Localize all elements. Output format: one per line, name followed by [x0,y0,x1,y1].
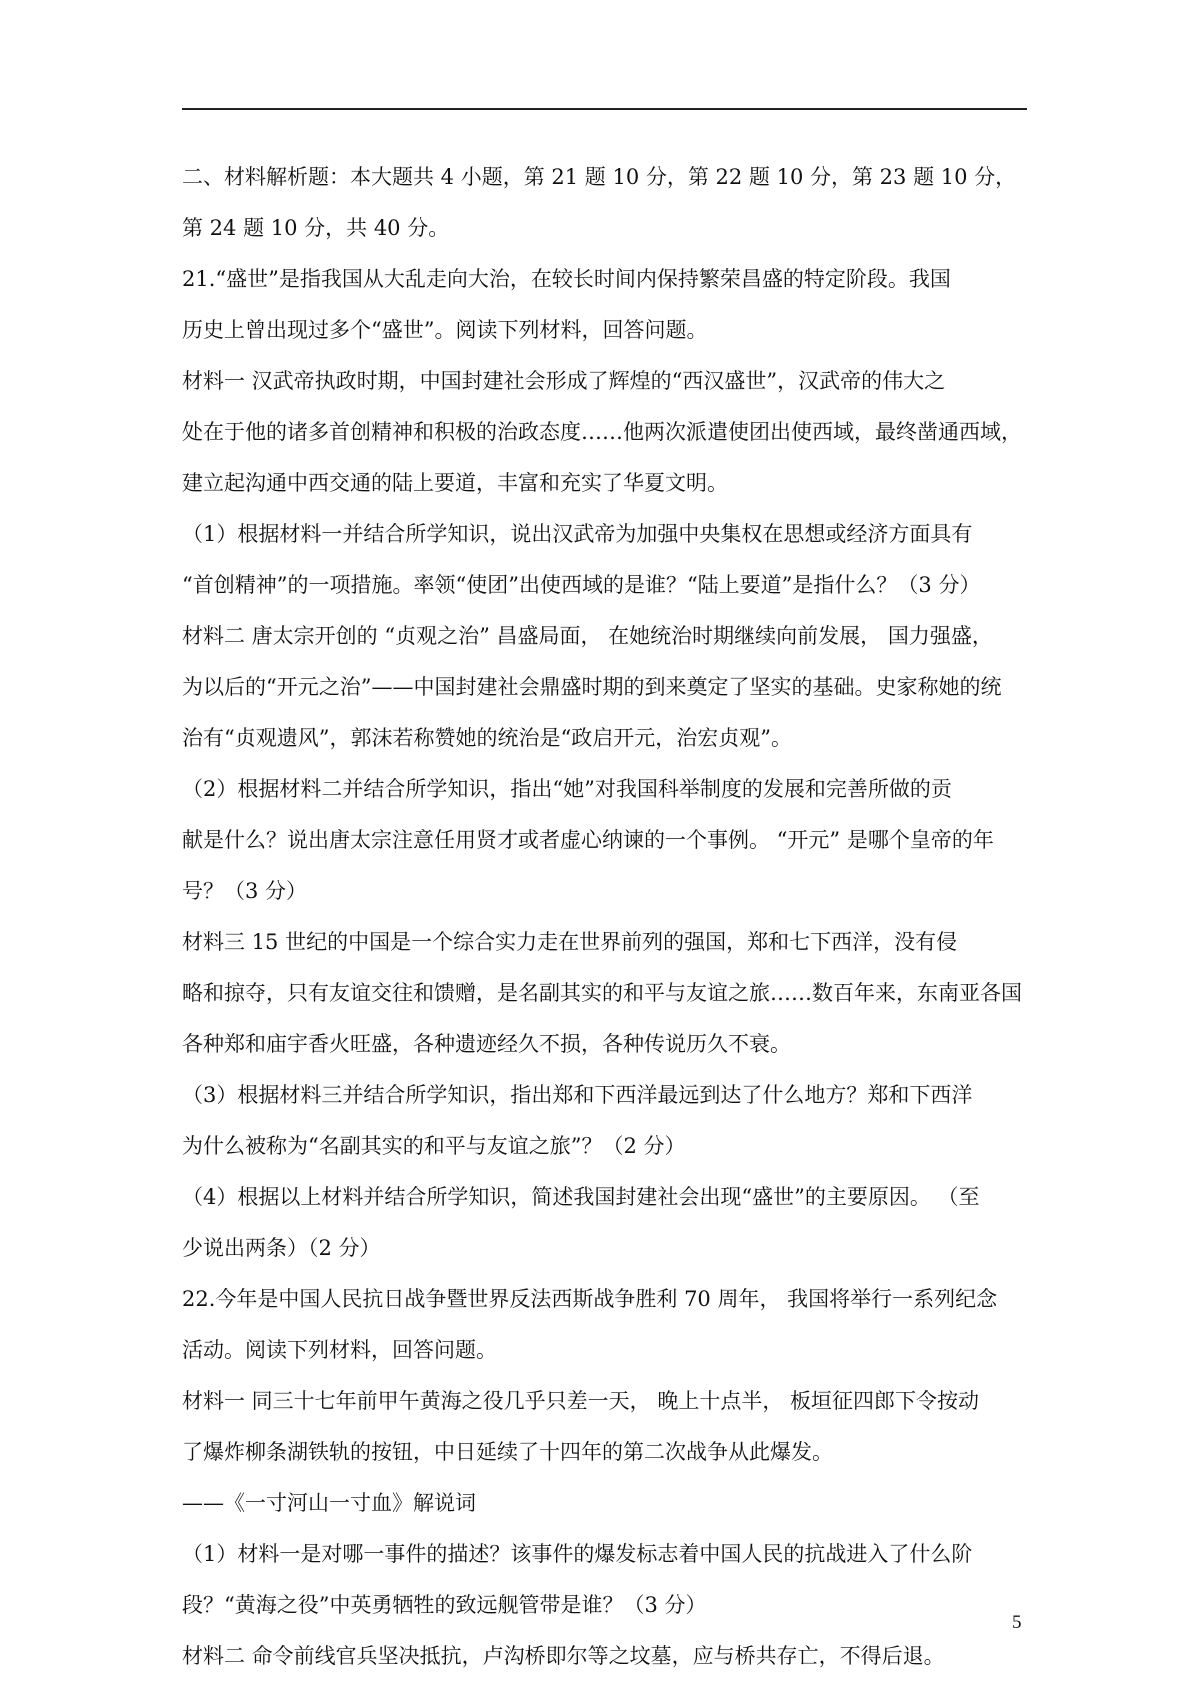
question-21-4: （4）根据以上材料并结合所学知识，简述我国封建社会出现“盛世”的主要原因。 （至 [182,1185,980,1209]
material-2-text: 为以后的“开元之治”——中国封建社会鼎盛时期的到来奠定了坚实的基础。史家称她的统 [182,675,1002,699]
material-3-text: 各种郑和庙宇香火旺盛，各种遗迹经久不损，各种传说历久不衰。 [182,1032,791,1056]
question-21-1-continued: “首创精神”的一项措施。率领“使团”出使西域的是谁？“陆上要道”是指什么？（3 分） [182,573,981,597]
page-number: 5 [1012,1612,1022,1633]
question-21-1: （1）根据材料一并结合所学知识，说出汉武帝为加强中央集权在思想或经济方面具有 [182,522,973,546]
material-2-text: 治有“贞观遗风”，郭沫若称赞她的统治是“政启开元，治宏贞观”。 [182,726,792,750]
question-22-intro: 22.今年是中国人民抗日战争暨世界反法西斯战争胜利 70 周年， 我国将举行一系列纪念 [182,1287,998,1311]
material-2-text: 材料二 唐太宗开创的 “贞观之治” 昌盛局面， 在她统治时期继续向前发展， 国力强盛， [182,624,993,648]
material-1-text: 了爆炸柳条湖铁轨的按钮，中日延续了十四年的第二次战争从此爆发。 [182,1440,833,1464]
material-1-text: 材料一 同三十七年前甲午黄海之役几乎只差一天， 晚上十点半， 板垣征四郎下令按动 [182,1389,980,1413]
question-21-3: （3）根据材料三并结合所学知识，指出郑和下西洋最远到达了什么地方？郑和下西洋 [182,1083,973,1107]
question-21-3-continued: 为什么被称为“名副其实的和平与友谊之旅”？（2 分） [182,1134,686,1158]
material-1-text: 建立起沟通中西交通的陆上要道，丰富和充实了华夏文明。 [182,471,728,495]
material-2-text: 材料二 命令前线官兵坚决抵抗，卢沟桥即尔等之坟墓，应与桥共存亡，不得后退。 [182,1644,945,1668]
material-1-text: 材料一 汉武帝执政时期，中国封建社会形成了辉煌的“西汉盛世”，汉武帝的伟大之 [182,369,946,393]
material-1-source: ——《一寸河山一寸血》解说词 [182,1491,476,1515]
question-21-intro: 21.“盛世”是指我国从大乱走向大治，在较长时间内保持繁荣昌盛的特定阶段。我国 [182,267,951,291]
question-21-4-continued: 少说出两条）（2 分） [182,1236,381,1260]
material-3-text: 材料三 15 世纪的中国是一个综合实力走在世界前列的强国，郑和七下西洋，没有侵 [182,930,958,954]
material-1-text: 处在于他的诸多首创精神和积极的治政态度……他两次派遣使团出使西域，最终凿通西域， [182,420,1022,444]
question-22-intro-continued: 活动。阅读下列材料，回答问题。 [182,1338,497,1362]
question-21-2-continued: 献是什么？说出唐太宗注意任用贤才或者虚心纳谏的一个事例。 “开元” 是哪个皇帝的年 [182,828,994,852]
question-21-2: （2）根据材料二并结合所学知识，指出“她”对我国科举制度的发展和完善所做的贡 [182,777,952,801]
document-body [182,152,1027,1682]
question-22-1-continued: 段？“黄海之役”中英勇牺牲的致远舰管带是谁？（3 分） [182,1593,707,1617]
section-heading-continued: 第 24 题 10 分，共 40 分。 [182,216,450,240]
question-21-intro-continued: 历史上曾出现过多个“盛世”。阅读下列材料，回答问题。 [182,318,708,342]
section-heading: 二、材料解析题：本大题共 4 小题，第 21 题 10 分，第 22 题 10 分，第 23 题 10 分， [182,165,1017,189]
header-rule [182,108,1027,110]
material-3-text: 略和掠夺，只有友谊交往和馈赠，是名副其实的和平与友谊之旅……数百年来，东南亚各国 [182,981,1022,1005]
question-22-1: （1）材料一是对哪一事件的描述？该事件的爆发标志着中国人民的抗战进入了什么阶 [182,1542,973,1566]
question-21-2-continued: 号？（3 分） [182,879,308,903]
